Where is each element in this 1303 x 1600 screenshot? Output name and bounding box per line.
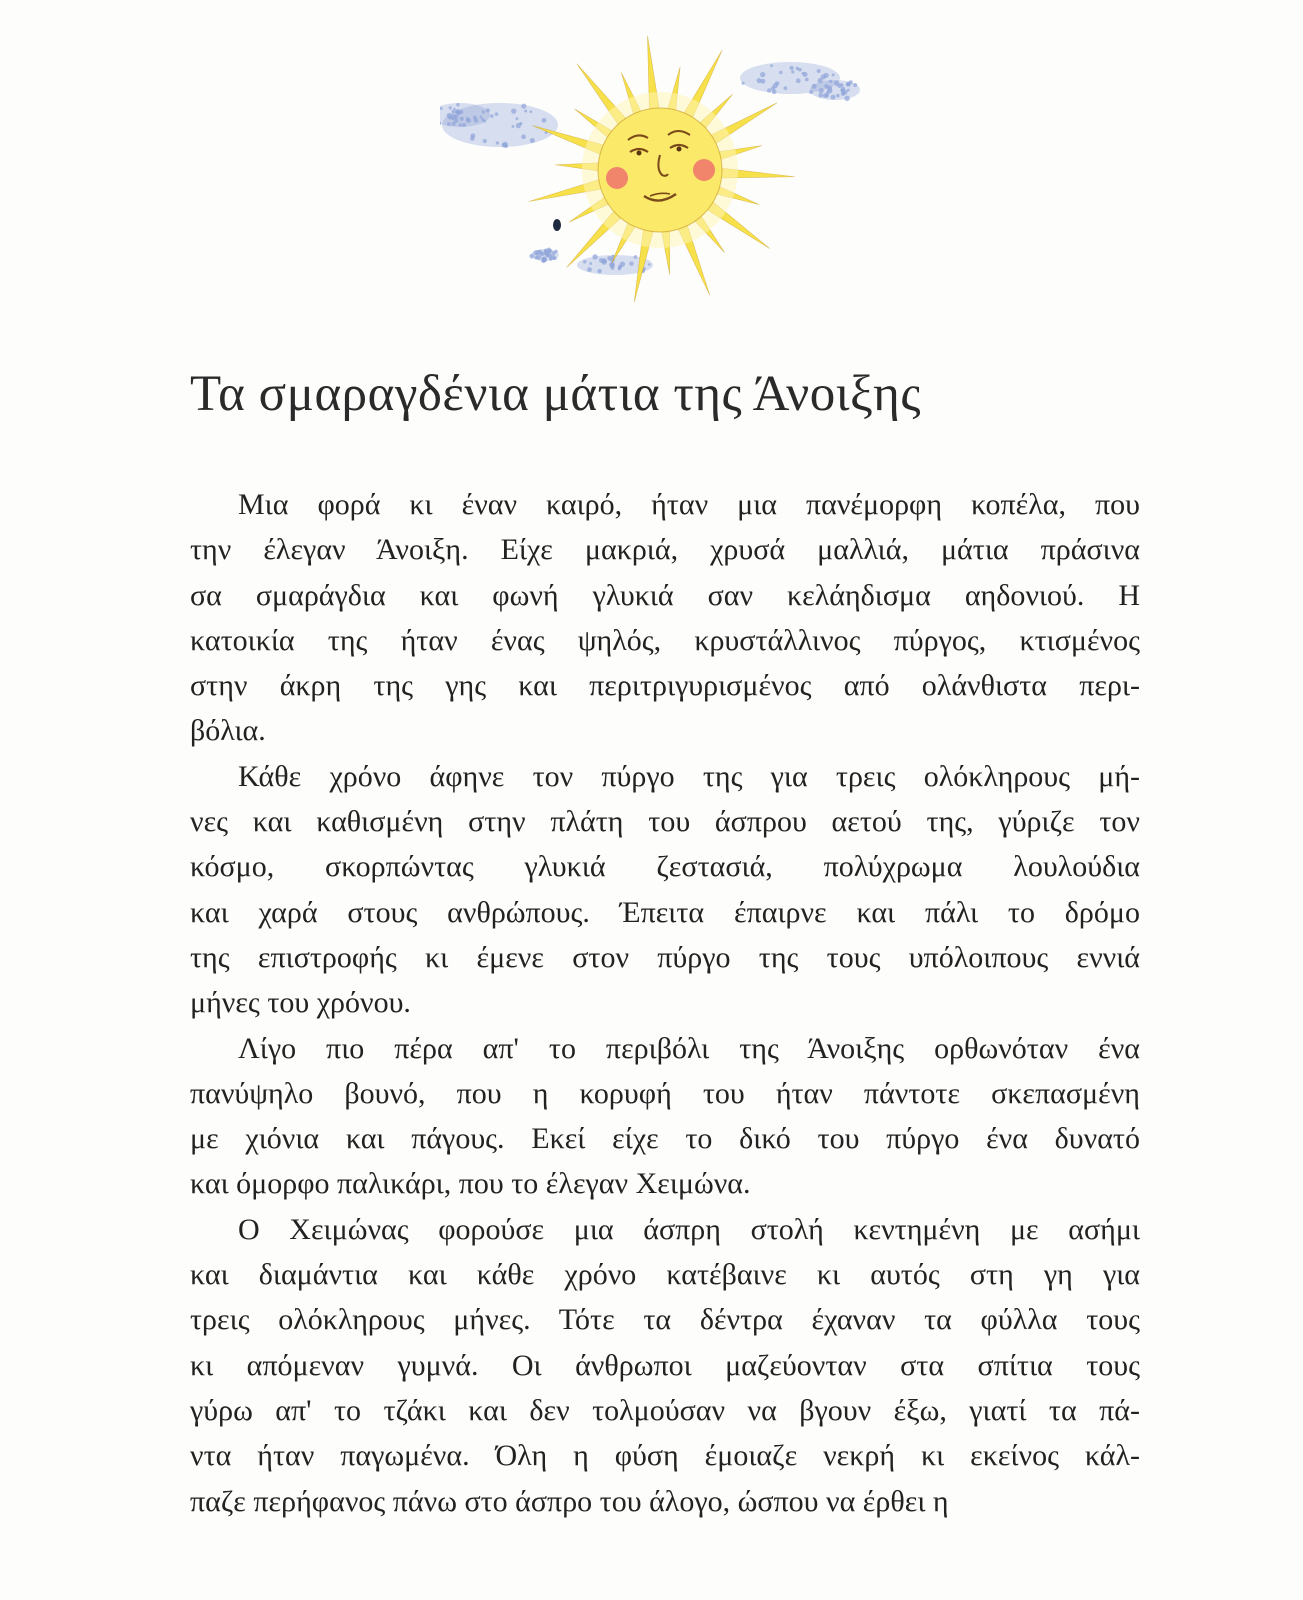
text-line: μήνες του χρόνου. [190, 986, 411, 1020]
text-line: τρεις ολόκληρους μήνες. Τότε τα δέντρα έχαναν τα φύλλα τους [190, 1303, 1140, 1337]
text-line: βόλια. [190, 714, 266, 748]
story-text [190, 482, 1140, 1524]
text-line: στην άκρη της γης και περιτριγυρισμένος από ολάνθιστα περι- [190, 669, 1140, 703]
text-line: και χαρά στους ανθρώπους. Έπειτα έπαιρνε και πάλι το δρόμο [190, 895, 1140, 929]
text-line: Μια φορά κι έναν καιρό, ήταν μια πανέμορφη κοπέλα, που [238, 488, 1140, 521]
text-line: και όμορφο παλικάρι, που το έλεγαν Χειμώνα. [190, 1167, 751, 1201]
text-line: Κάθε χρόνο άφηνε τον πύργο της για τρεις ολόκληρους μή- [238, 759, 1140, 793]
paragraph [190, 482, 1140, 754]
text-line: παζε περήφανος πάνω στο άσπρο του άλογο, ώσπου να έρθει η [190, 1484, 949, 1518]
text-line: πανύψηλο βουνό, που η κορυφή του ήταν πάντοτε σκεπασμένη [190, 1076, 1140, 1110]
story-title: Τα σμαραγδένια μάτια της Άνοιξης [190, 366, 922, 422]
text-line: της επιστροφής κι έμενε στον πύργο της τους υπόλοιπους εννιά [190, 940, 1140, 974]
text-line: κατοικία της ήταν ένας ψηλός, κρυστάλλινος πύργος, κτισμένος [190, 623, 1140, 657]
text-line: και διαμάντια και κάθε χρόνο κατέβαινε κι αυτός στη γη για [190, 1258, 1140, 1292]
sun-face-icon [582, 92, 738, 248]
text-line: νες και καθισμένη στην πλάτη του άσπρου αετού της, γύριζε τον [190, 805, 1140, 839]
paragraph [190, 1026, 1140, 1207]
text-line: την έλεγαν Άνοιξη. Είχε μακριά, χρυσά μαλλιά, μάτια πράσινα [190, 533, 1140, 567]
text-line: γύρω απ' το τζάκι και δεν τολμούσαν να βγουν έξω, γιατί τα πά- [190, 1393, 1140, 1427]
paragraph [190, 1207, 1140, 1524]
text-line: κόσμο, σκορπώντας γλυκιά ζεστασιά, πολύχρωμα λουλούδια [190, 850, 1140, 884]
ink-spot [553, 219, 561, 231]
text-line: Λίγο πιο πέρα απ' το περιβόλι της Άνοιξης ορθωνόταν ένα [238, 1031, 1140, 1065]
text-line: με χιόνια και πάγους. Εκεί είχε το δικό του πύργο ένα δυνατό [190, 1122, 1140, 1156]
text-line: Ο Χειμώνας φορούσε μια άσπρη στολή κεντημένη με ασήμι [238, 1212, 1140, 1246]
sun-illustration [440, 20, 860, 310]
text-line: κι απόμεναν γυμνά. Οι άνθρωποι μαζεύονταν στα σπίτια τους [190, 1348, 1140, 1382]
text-line: ντα ήταν παγωμένα. Όλη η φύση έμοιαζε νεκρή κι εκείνος κάλ- [190, 1439, 1140, 1473]
paragraph [190, 754, 1140, 1026]
text-line: σα σμαράγδια και φωνή γλυκιά σαν κελάηδισμα αηδονιού. Η [190, 578, 1140, 612]
